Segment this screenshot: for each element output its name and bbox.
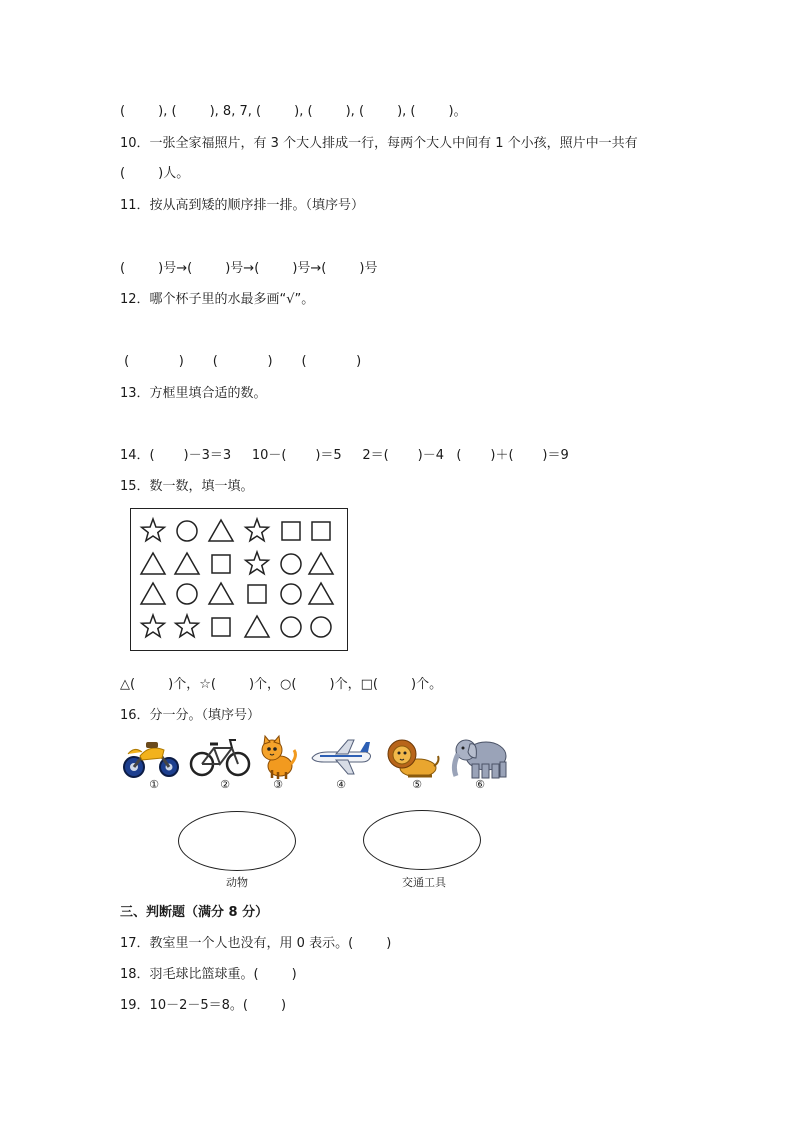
- picture-number: ⑤: [412, 778, 422, 791]
- airplane-icon: [308, 734, 374, 780]
- animals-label: 动物: [226, 876, 248, 889]
- triangle-shape: [209, 583, 233, 604]
- picture-number: ③: [273, 778, 283, 791]
- circle-shape: [311, 617, 331, 637]
- triangle-shape: [141, 553, 165, 574]
- q12-text: 12．哪个杯子里的水最多画“√”。: [120, 292, 315, 307]
- q12-answer-line: ( ) ( ) ( ): [120, 354, 362, 369]
- vehicles-oval: [363, 810, 481, 870]
- square-shape: [248, 585, 266, 603]
- animals-oval: [178, 811, 296, 871]
- circle-shape: [177, 584, 197, 604]
- q13-text: 13．方框里填合适的数。: [120, 386, 267, 401]
- triangle-shape: [209, 520, 233, 541]
- circle-shape: [281, 554, 301, 574]
- q15-text: 15．数一数，填一填。: [120, 479, 254, 494]
- q17-text: 17．教室里一个人也没有，用 0 表示。( ): [120, 936, 392, 951]
- q16-text: 16．分一分。（填序号）: [120, 708, 261, 723]
- star-shape: [142, 615, 165, 637]
- q19-text: 19．10－2－5＝8。( ): [120, 998, 287, 1013]
- vehicles-label: 交通工具: [402, 876, 446, 889]
- star-shape: [176, 615, 199, 637]
- picture-number: ④: [336, 778, 346, 791]
- shapes-grid: [131, 509, 346, 649]
- q10-text: 10．一张全家福照片，有 3 个大人排成一行，每两个大人中间有 1 个小孩，照片中一共有: [120, 136, 638, 151]
- motorcycle-icon: [120, 734, 182, 780]
- triangle-shape: [175, 553, 199, 574]
- star-shape: [246, 552, 269, 574]
- square-shape: [212, 555, 230, 573]
- section-3-heading: 三、判断题（满分 8 分）: [120, 905, 269, 920]
- q14-text: 14．( )－3＝3 10－( )＝5 2＝( )－4 ( )＋( )＝9: [120, 448, 569, 463]
- square-shape: [282, 522, 300, 540]
- triangle-shape: [245, 616, 269, 637]
- square-shape: [312, 522, 330, 540]
- star-shape: [142, 519, 165, 541]
- cat-icon: [258, 734, 298, 780]
- picture-number: ②: [220, 778, 230, 791]
- circle-shape: [281, 584, 301, 604]
- square-shape: [212, 618, 230, 636]
- q15-answer-line: △( )个，☆( )个，○( )个，□( )个。: [120, 677, 443, 692]
- triangle-shape: [141, 583, 165, 604]
- q10-answer-line: ( )人。: [120, 166, 190, 181]
- bicycle-icon: [188, 734, 252, 780]
- circle-shape: [177, 521, 197, 541]
- q11-answer-line: ( )号→( )号→( )号→( )号: [120, 261, 378, 276]
- elephant-icon: [448, 734, 512, 780]
- shapes-grid-box: [130, 508, 348, 651]
- picture-number: ⑥: [475, 778, 485, 791]
- triangle-shape: [309, 553, 333, 574]
- q9-continuation: ( ), ( ), 8, 7, ( ), ( ), ( ), ( )。: [120, 104, 467, 119]
- lion-icon: [384, 734, 440, 780]
- picture-number: ①: [149, 778, 159, 791]
- triangle-shape: [309, 583, 333, 604]
- q11-text: 11．按从高到矮的顺序排一排。（填序号）: [120, 198, 365, 213]
- q18-text: 18．羽毛球比篮球重。( ): [120, 967, 297, 982]
- circle-shape: [281, 617, 301, 637]
- star-shape: [246, 519, 269, 541]
